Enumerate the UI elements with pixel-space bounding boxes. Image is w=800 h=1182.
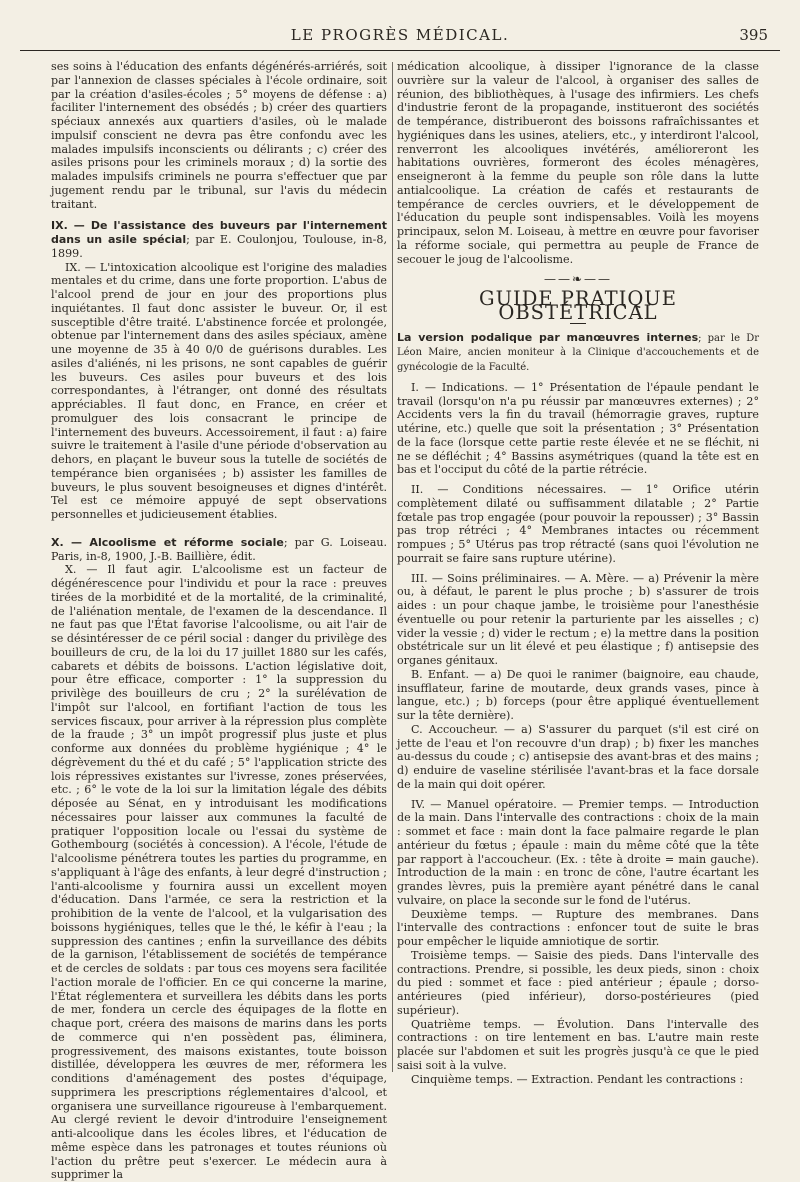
article-heading <box>397 331 759 375</box>
review-heading <box>51 536 387 564</box>
paragraph: Cinquième temps. — Extraction. Pendant les contractions : <box>411 1072 744 1086</box>
column-divider <box>392 62 393 1072</box>
ornament-divider: ——❧—— <box>543 272 613 287</box>
paragraph: X. — Il faut agir. L'alcoolisme est un facteur de dégénérescence pour l'individu et pour la race : preuves tirées de la morbidité et de la mortalité, de la criminalité, de l'aliénation mentale, de l'examen de la descendance. Il ne faut pas que l'État favorise l'alcoolisme, ou ait l'air de se désintéresser de ce péril social : danger du privilège des bouilleurs de cru, de la loi du 17 juillet 1880 sur les cafés, cabarets et débits de boissons. L'action législative doit, pour être efficace, comporter : 1° la suppression du privilège des bouilleurs de cru ; 2° la surélévation de l'impôt sur l'alcool, en fortifiant l'action de tous les services fiscaux, pour arriver à la répression plus complète de la fraude ; 3° un impôt progressif plus juste et plus conforme aux données du problème hygiénique ; 4° le dégrèvement du thé et du café ; 5° l'application stricte des lois répressives existantes sur l'ivresse, zones préservées, etc. ; 6° le vote de la loi sur la limitation légale des débits déposée au Sénat, en y introduisant les modifications nécessaires pour laisser aux communes la faculté de pratiquer l'opposition locale ou l'essai du système de Gothembourg (sociétés à concession). A l'école, l'étude de l'alcoolisme pénétrera toutes les parties du programme, en s'appliquant à l'âge des enfants, à leur degré d'instruction ; l'anti-alcoolisme y fournira aussi un excellent moyen d'éducation. Dans l'armée, ce sera la restriction et la prohibition de la vente de l'alcool, et la vulgarisation des boissons hygiéniques, telles que le thé, le kéfir à l'eau ; la suppression des cantines ; enfin la surveillance des débits de la garnison, l'établissement de sociétés de tempérance et de cercles de soldats : par tous ces moyens sera facilitée l'action morale de l'officier. En ce qui concerne la marine, l'État réglementera et surveillera les débits dans les ports de mer, fondera un cercle des équipages de la flotte en chaque port, créera des maisons de marins dans les ports de commerce qui n'en possèdent pas, éliminera, progressivement, des maisons existantes, toute boisson distillée, développera les œuvres de mer, réformera les conditions d'aménagement des postes d'équipage, supprimera les prescriptions réglementaires d'alcool, et organisera une surveillance rigoureuse à l'embarquement. Au clergé revient le devoir d'introduire l'enseignement anti-alcoolique dans les écoles libres, et l'éducation de même espèce dans les patronages et toutes réunions où l'action du prêtre peut s'exercer. Le médecin aura à supprimer la <box>51 563 387 1182</box>
review-title: IX. — De l'assistance des buveurs par l'internement dans un asile spécial <box>51 219 387 246</box>
paragraph: IX. — L'intoxication alcoolique est l'origine des maladies mentales et du crime, dans une forte proportion. L'abus de l'alcool prend de jour en jour des proportions plus inquiétantes. Il faut donc assister le buveur. Or, il est susceptible d'être traité. L'abstinence forcée et prolongée, obtenue par l'internement dans des asiles spéciaux, amène une moyenne de 35 à 40 0/0 de guérisons durables. Les asiles d'aliénés, ni les prisons, ne sont capables de guérir les buveurs. Ces asiles pour buveurs et des lois correspondantes, à l'étranger, ont donné des résultats appréciables. Il faut donc, en France, en créer et promulguer des lois consacrant le principe de l'internement des buveurs. Accessoirement, il faut : a) faire suivre le traitement à l'asile d'une période d'observation au dehors, en plaçant le buveur sous la tutelle de sociétés de tempérance bien organisées ; b) assister les familles de buveurs, le plus souvent besoigneuses et dignes d'intérêt. Tel est ce mémoire appuyé de sept observations personnelles et judicieusement établies. <box>51 260 387 521</box>
paragraph: III. — Soins préliminaires. — A. Mère. — a) Prévenir la mère ou, à défaut, le parent le plus proche ; b) s'assurer de trois aides : un pour chaque jambe, le troisième pour l'anesthésie éventuelle ou pour retenir la parturiente par les aisselles ; c) vider la vessie ; d) vider le rectum ; e) la mettre dans la position obstétricale sur un lit élevé et peu élastique ; f) antisepsie des organes génitaux. <box>397 571 759 667</box>
left-column <box>51 60 387 1182</box>
paragraph: Quatrième temps. — Évolution. Dans l'intervalle des contractions : on tire lentement en bas. L'autre main reste placée sur l'abdomen et suit les progrès jusqu'à ce que le pied saisi soit à la vulve. <box>397 1017 759 1072</box>
header-rule <box>20 50 780 51</box>
review-title: X. — Alcoolisme et réforme sociale <box>51 535 284 549</box>
spacer <box>51 522 387 528</box>
running-head <box>20 26 780 48</box>
section-title: GUIDE PRATIQUE OBSTÉTRICAL <box>479 287 677 324</box>
review-citation: ; par E. Coulonjou, Toulouse, in-8, 1899. <box>51 233 387 260</box>
page-number: 395 <box>739 26 768 44</box>
paragraph: B. Enfant. — a) De quoi le ranimer (baignoire, eau chaude, insufflateur, farine de moutarde, deux grands vases, pince à langue, etc.) ; b) forceps (pour être appliqué éventuellement sur la tête dernière). <box>397 667 759 722</box>
article-title: La version podalique par manœuvres internes <box>397 330 699 344</box>
paragraph: IV. — Manuel opératoire. — Premier temps. — Introduction de la main. Dans l'intervalle des contractions : choix de la main : sommet et face : main dont la face palmaire regarde le plan antérieur du fœtus ; épaule : main du même côté que la tête par rapport à l'accoucheur. (Ex. : tête à droite = main gauche). Introduction de la main : en tronc de cône, l'autre écartant les grandes lèvres, puis la première ayant pénétré dans le canal vulvaire, on place la seconde sur le fond de l'utérus. <box>397 797 759 907</box>
paragraph: ses soins à l'éducation des enfants dégénérés-arriérés, soit par l'annexion de classes spéciales à l'école ordinaire, soit par la création d'asiles-écoles ; 5° moyens de défense : a) faciliter l'internement des obsédés ; b) créer des quartiers spéciaux annexés aux quartiers d'asiles, où le malade impulsif conscient ne devra pas être confondu avec les malades impulsifs inconscients ou délirants ; c) créer des asiles prisons pour les criminels moraux ; d) la sortie des malades impulsifs criminels ne pourra s'effectuer que par jugement rendu par le tribunal, sur l'avis du médecin traitant. <box>51 60 387 211</box>
right-column <box>397 60 759 1090</box>
review-citation: ; par G. Loiseau. Paris, in-8, 1900, J.-B. Baillière, édit. <box>51 535 387 563</box>
review-heading <box>51 219 387 260</box>
paragraph: Deuxième temps. — Rupture des membranes. Dans l'intervalle des contractions : enfoncer tout de suite le bras pour empêcher le liquide amniotique de sortir. <box>397 907 759 948</box>
paragraph: I. — Indications. — 1° Présentation de l'épaule pendant le travail (lorsqu'on n'a pu réussir par manœuvres externes) ; 2° Accidents vers la fin du travail (hémorragie graves, rupture utérine, etc.) quelle que soit la présentation ; 3° Présentation de la face (lorsque cette partie reste élevée et ne se fléchit, ni ne se défléchit ; 4° Bassins asymétriques (quand la tête est en bas et l'occiput du côté de la partie rétrécie. <box>397 380 759 477</box>
paragraph: C. Accoucheur. — a) S'assurer du parquet (s'il est ciré on jette de l'eau et l'on recouvre d'un drap) ; b) fixer les manches au-dessus du coude ; c) antisepsie des avant-bras et des mains ; d) enduire de vaseline stérilisée l'avant-bras et la face dorsale de la main qui doit opérer. <box>397 722 759 791</box>
journal-title: LE PROGRÈS MÉDICAL. <box>290 26 510 44</box>
paragraph: Troisième temps. — Saisie des pieds. Dans l'intervalle des contractions. Prendre, si possible, les deux pieds, sinon : choix du pied : sommet et face : pied antérieur ; épaule ; dorso-antérieures (pied inférieur), dorso-postérieures (pied supérieur). <box>397 948 759 1017</box>
paragraph: II. — Conditions nécessaires. — 1° Orifice utérin complètement dilaté ou suffisamment dilatable ; 2° Partie fœtale pas trop engagée (pour pouvoir la repousser) ; 3° Bassin pas trop rétréci ; 4° Membranes intactes ou récemment rompues ; 5° Utérus pas trop rétracté (sans quoi l'évolution ne pourrait se faire sans rupture utérine). <box>397 483 759 565</box>
paragraph: médication alcoolique, à dissiper l'ignorance de la classe ouvrière sur la valeur de l'alcool, à organiser des salles de réunion, des bibliothèques, à l'usage des infirmiers. Les chefs d'industrie feront de la propagande, institueront des sociétés de tempérance, distribueront des boissons rafraîchissantes et hygiéniques dans les usines, ateliers, etc., y interdiront l'alcool, renverront les alcooliques invétérés, amélioreront les habitations ouvrières, formeront des écoles ménagères, enseigneront à la femme du peuple son rôle dans la lutte antialcoolique. La création de cafés et restaurants de tempérance de cercles ouvriers, et le développement de l'éducation du peuple sont indispensables. Voilà les moyens principaux, selon M. Loiseau, à mettre en œuvre pour favoriser la réforme sociale, qui permettra au peuple de France de secouer le joug de l'alcoolisme. <box>397 60 759 266</box>
article-author: ; par le Dr Léon Maire, ancien moniteur à la Clinique d'accouchements et de gynécologie de la Faculté. <box>397 332 759 373</box>
